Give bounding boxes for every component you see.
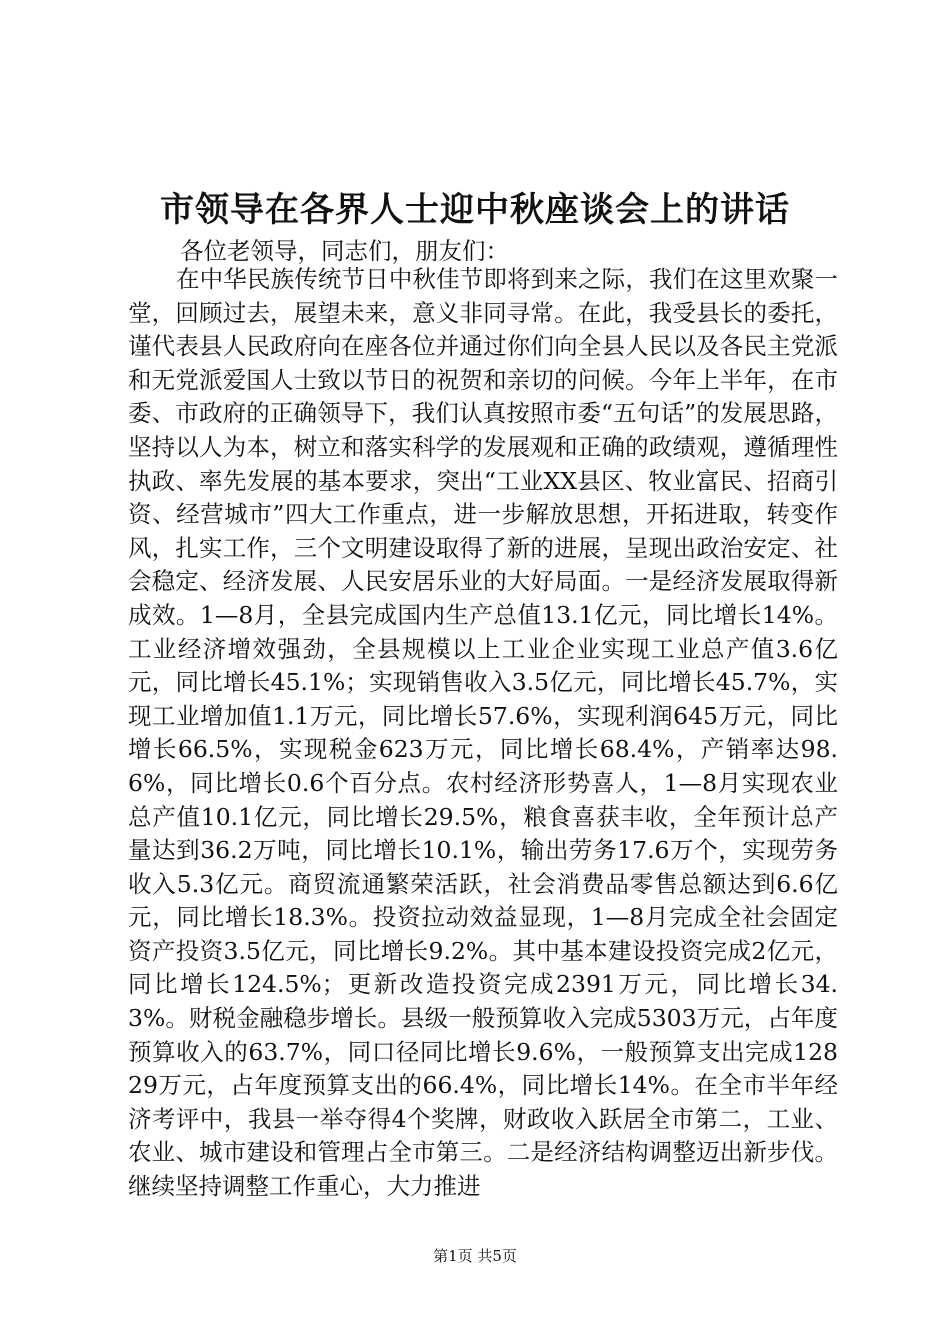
salutation: 各位老领导，同志们，朋友们： (180, 237, 509, 265)
body-paragraph: 在中华民族传统节日中秋佳节即将到来之际，我们在这里欢聚一堂，回顾过去，展望未来，意义非同寻常。在此，我受县长的委托，谨代表县人民政府向在座各位并通过你们向全县人民以及各民主党派和无党派爱国人士致以节日的祝贺和亲切的问候。今年上半年，在市委、市政府的正确领导下，我们认真按照市委“五句话”的发展思路，坚持以人为本，树立和落实科学的发展观和正确的政绩观，遵循理性执政、率先发展的基本要求，突出“工业XX县区、牧业富民、招商引资、经营城市”四大工作重点，进一步解放思想，开拓进取，转变作风，扎实工作，三个文明建设取得了新的进展，呈现出政治安定、社会稳定、经济发展、人民安居乐业的大好局面。一是经济发展取得新成效。1—8月，全县完成国内生产总值13.1亿元，同比增长14%。工业经济增效强劲，全县规模以上工业企业实现工业总产值3.6亿元，同比增长45.1%；实现销售收入3.5亿元，同比增长45.7%，实现工业增加值1.1万元，同比增长57.6%，实现利润645万元，同比增长66.5%，实现税金623万元，同比增长68.4%，产销率达98.6%，同比增长0.6个百分点。农村经济形势喜人，1—8月实现农业总产值10.1亿元，同比增长29.5%，粮食喜获丰收，全年预计总产量达到36.2万吨，同比增长10.1%，输出劳务17.6万个，实现劳务收入5.3亿元。商贸流通繁荣活跃，社会消费品零售总额达到6.6亿元，同比增长18.3%。投资拉动效益显现，1—8月完成全社会固定资产投资3.5亿元，同比增长9.2%。其中基本建设投资完成2亿元，同比增长124.5%；更新改造投资完成2391万元，同比增长34.3%。财税金融稳步增长。县级一般预算收入完成5303万元，占年度预算收入的63.7%，同口径同比增长9.6%，一般预算支出完成12829万元，占年度预算支出的66.4%，同比增长14%。在全市半年经济考评中，我县一举夺得4个奖牌，财政收入跃居全市第二，工业、农业、城市建设和管理占全市第三。二是经济结构调整迈出新步伐。继续坚持调整工作重心，大力推进 (128, 265, 838, 1201)
page-indicator: 第1页 共5页 (433, 1247, 517, 1265)
document-title: 市领导在各界人士迎中秋座谈会上的讲话 (160, 190, 790, 230)
